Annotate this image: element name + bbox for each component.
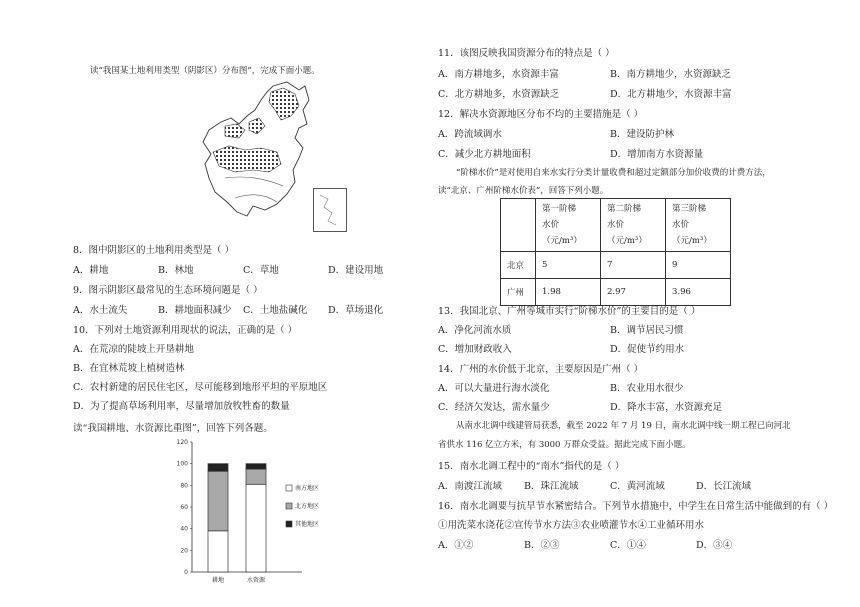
snw-intro-line2: 省供水 116 亿立方米，有 3000 万群众受益。据此完成下面小题。 (438, 440, 691, 450)
y-tick-label: 60 (180, 504, 188, 511)
q9-option-b[interactable]: B．耕地面积减少 (158, 305, 232, 316)
q12-option-a[interactable]: A．跨流域调水 (438, 129, 502, 140)
table-cell: 1.98 (536, 279, 601, 306)
q10-option-d[interactable]: D．为了提高草场利用率，尽量增加放牧牲畜的数量 (73, 401, 290, 412)
q13-option-b[interactable]: B．调节居民习惯 (610, 325, 684, 336)
snw-intro-line1: 从南水北调中线建管局获悉，截至 2022 年 7 月 19 日，南水北调中线一期工程已向河北 (456, 421, 791, 431)
legend-swatch (286, 503, 292, 509)
q12-option-b[interactable]: B．建设防护林 (610, 129, 674, 140)
south-china-sea-inset (313, 188, 347, 232)
q12-option-d[interactable]: D．增加南方水资源量 (610, 149, 704, 160)
q15-option-d[interactable]: D．长江流域 (696, 481, 752, 492)
q16-option-c[interactable]: C．①④ (610, 540, 646, 551)
q8-option-a[interactable]: A．耕地 (73, 265, 109, 276)
q13-option-d[interactable]: D．促使节约用水 (610, 344, 685, 355)
q16-option-d[interactable]: D．③④ (696, 540, 733, 551)
table-cell: 2.97 (601, 279, 666, 306)
q12-option-c[interactable]: C．减少北方耕地面积 (438, 149, 531, 160)
q16-option-b[interactable]: B．②③ (524, 540, 560, 551)
tier-intro-line1: “阶梯水价”是对使用自来水实行分类计量收费和超过定额部分加价收费的计费方法， (456, 168, 771, 178)
q13-option-a[interactable]: A．净化河流水质 (438, 325, 512, 336)
q14-option-d[interactable]: D．降水丰富，水资源充足 (610, 402, 723, 413)
y-tick-label: 40 (180, 525, 188, 533)
table-cell: 9 (666, 252, 731, 279)
map-intro: 读“我国某土地利用类型（阴影区）分布图”，完成下面小题。 (90, 66, 320, 76)
q10-option-b[interactable]: B．在宜林荒坡上植树造林 (73, 363, 185, 374)
y-tick-label: 120 (176, 439, 188, 446)
q13-option-c[interactable]: C．增加财政收入 (438, 344, 512, 355)
chart-intro: 读“我国耕地、水资源比重图”，回答下列各题。 (73, 423, 273, 434)
x-category-label: 水资源 (246, 577, 266, 584)
farmland-water-chart (166, 432, 346, 602)
legend-label: 其他地区 (295, 521, 320, 528)
q8-option-b[interactable]: B．林地 (158, 265, 194, 276)
q11-option-a[interactable]: A．南方耕地多，水资源丰富 (438, 69, 559, 80)
q11-option-c[interactable]: C．北方耕地多，水资源缺乏 (438, 89, 560, 100)
legend-swatch (286, 521, 292, 527)
bar-segment (246, 464, 266, 469)
q15-option-a[interactable]: A．南渡江流域 (438, 481, 502, 492)
q8-stem: 8．图中阴影区的土地利用类型是（ ） (73, 245, 235, 256)
table-city-cell: 北京 (501, 252, 536, 279)
q16-option-a[interactable]: A．①② (438, 540, 474, 551)
q16-choices-line: ①用洗菜水浇花②宣传节水方法③农业喷灌节水④工业循环用水 (438, 520, 705, 531)
q15-option-c[interactable]: C．黄河流域 (610, 481, 665, 492)
q12-stem: 12．解决水资源地区分布不均的主要措施是（ ） (438, 109, 644, 120)
q9-option-a[interactable]: A．水土流失 (73, 305, 128, 316)
y-tick-label: 20 (180, 547, 188, 555)
legend-label: 北方地区 (295, 503, 320, 510)
y-tick-label: 100 (176, 460, 188, 468)
q8-option-c[interactable]: C．草地 (243, 265, 279, 276)
x-category-label: 耕地 (211, 577, 225, 584)
bar-segment (208, 464, 228, 472)
legend-swatch (286, 485, 292, 491)
table-header-row (501, 199, 731, 252)
q14-option-b[interactable]: B．农业用水很少 (610, 383, 684, 394)
table-row (501, 279, 731, 306)
legend-label: 南方地区 (295, 485, 320, 492)
water-price-table (500, 198, 731, 306)
bar-segment (246, 469, 266, 484)
table-cell: 3.96 (666, 279, 731, 306)
q14-option-c[interactable]: C．经济欠发达，需水量少 (438, 402, 550, 413)
q9-stem: 9．图示阴影区最常见的生态环境问题是（ ） (73, 285, 263, 296)
table-city-cell: 广州 (501, 279, 536, 306)
q10-option-c[interactable]: C．农村新建的居民住宅区，尽可能移到地形平坦的平原地区 (73, 382, 328, 393)
q9-option-c[interactable]: C．土地盐碱化 (243, 305, 308, 316)
table-header-cell: 第三阶梯 水价（元/m³） (666, 199, 731, 252)
q10-option-a[interactable]: A．在荒凉的陡坡上开垦耕地 (73, 344, 194, 355)
y-tick-label: 0 (184, 569, 188, 576)
q13-stem: 13．我国北京、广州等城市实行“阶梯水价”的主要目的是（ ） (438, 306, 701, 317)
q15-option-b[interactable]: B．珠江流域 (524, 481, 579, 492)
q8-option-d[interactable]: D．建设用地 (328, 265, 384, 276)
table-header-cell: 第二阶梯 水价（元/m³） (601, 199, 666, 252)
table-corner-cell (501, 199, 536, 252)
table-row (501, 252, 731, 279)
q16-stem: 16．南水北调要与抗旱节水紧密结合。下列节水措施中，中学生在日常生活中能做到的有（ ） (438, 501, 834, 512)
bar-segment (246, 484, 266, 572)
q11-option-d[interactable]: D．北方耕地少，水资源丰富 (610, 89, 732, 100)
bar-segment (208, 531, 228, 572)
q15-stem: 15．南水北调工程中的“南水”指代的是（ ） (438, 461, 625, 472)
table-cell: 5 (536, 252, 601, 279)
q9-option-d[interactable]: D．草场退化 (328, 305, 384, 316)
q14-option-a[interactable]: A．可以大量进行海水淡化 (438, 383, 550, 394)
q10-stem: 10．下列对土地资源利用现状的说法，正确的是（ ） (73, 325, 298, 336)
bar-segment (208, 471, 228, 531)
q11-option-b[interactable]: B．南方耕地少，水资源缺乏 (610, 69, 731, 80)
q11-stem: 11．该图反映我国资源分布的特点是（ ） (438, 48, 615, 59)
tier-intro-line2: 读“北京、广州阶梯水价表”，回答下列小题。 (438, 186, 609, 196)
table-header-cell: 第一阶梯 水价（元/m³） (536, 199, 601, 252)
q14-stem: 14．广州的水价低于北京，主要原因是广州（ ） (438, 364, 644, 375)
table-cell: 7 (601, 252, 666, 279)
y-tick-label: 80 (180, 482, 188, 490)
